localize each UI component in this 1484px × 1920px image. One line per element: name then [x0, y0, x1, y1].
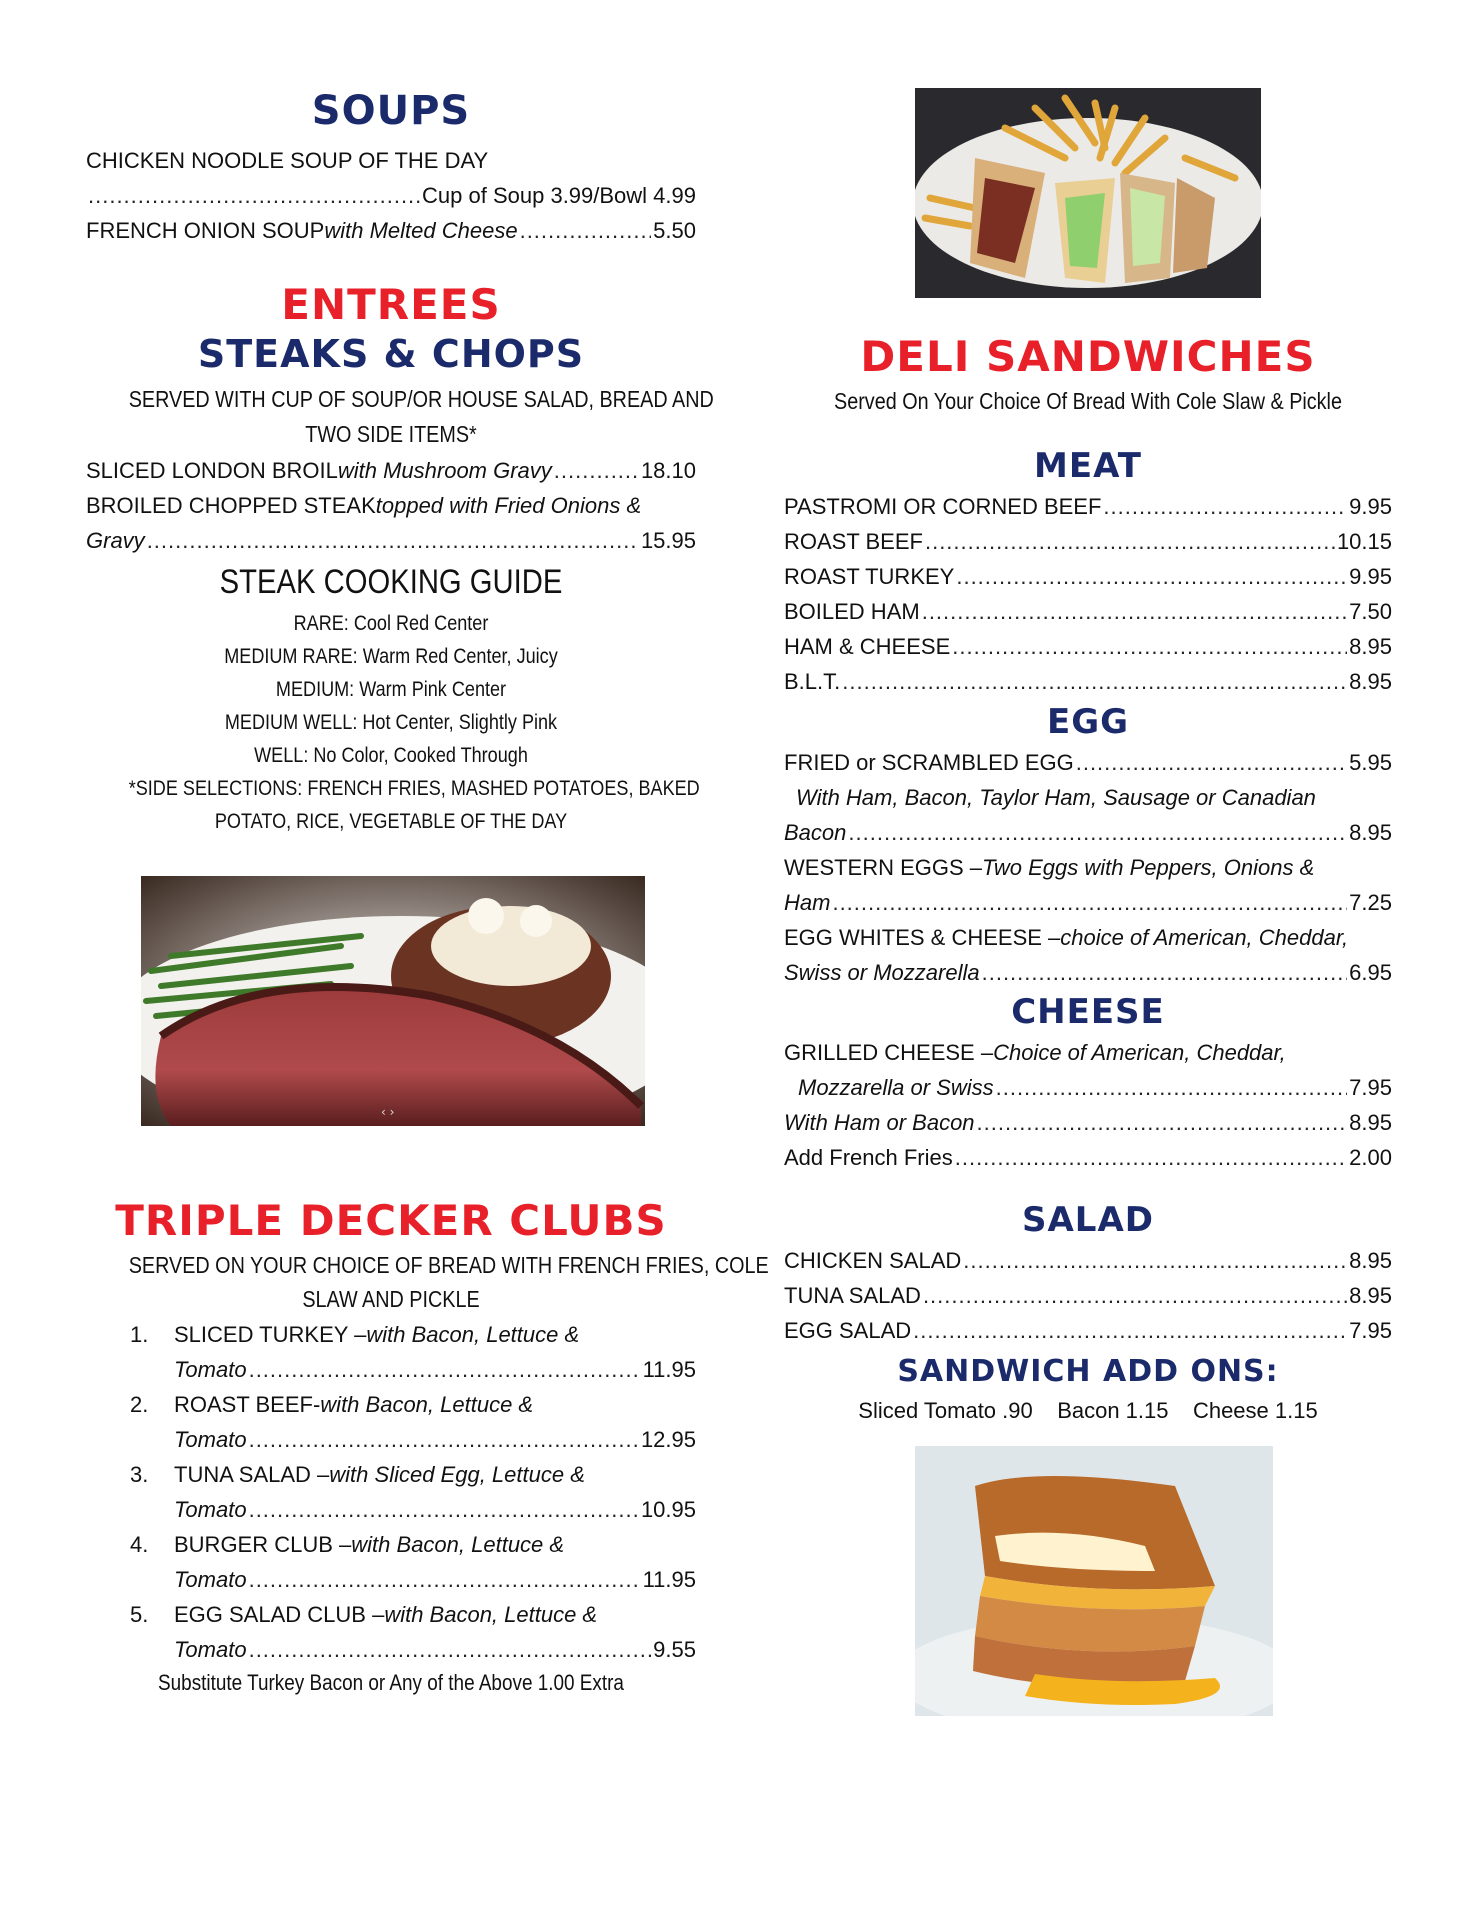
menu-item: With Ham, Bacon, Taylor Ham, Sausage or Canadian [796, 785, 1316, 810]
menu-item-price-line: Ham ..... 7.25 [784, 888, 1392, 918]
grilled-cheese-photo [915, 1446, 1273, 1716]
guide-line: MEDIUM: Warm Pink Center [275, 678, 507, 701]
menu-item-price-line: Mozzarella or Swiss ..... 7.95 [798, 1073, 1392, 1103]
menu-item: WESTERN EGGS – Two Eggs with Peppers, Onions & [784, 855, 1315, 880]
menu-item: With Ham or Bacon ..... 8.95 [784, 1108, 1392, 1138]
prime-rib-photo [141, 876, 645, 1126]
menu-item: SLICED TURKEY – with Bacon, Lettuce & [174, 1322, 580, 1347]
menu-item-price-line: Swiss or Mozzarella ..... 6.95 [784, 958, 1392, 988]
steaks-chops-heading: STEAKS & CHOPS [197, 332, 585, 376]
menu-item: HAM & CHEESE ..... 8.95 [784, 632, 1392, 662]
substitute-note: Substitute Turkey Bacon or Any of the Above 1.00 Extra [158, 1670, 624, 1695]
item-number: 5. [130, 1602, 149, 1627]
menu-item: ROAST TURKEY ..... 9.95 [784, 562, 1392, 592]
menu-item-price-line: Bacon ..... 8.95 [784, 818, 1392, 848]
menu-item-price-line: Tomato ..... 12.95 [174, 1425, 696, 1455]
menu-item: ROAST BEEF ..... 10.15 [784, 527, 1392, 557]
soups-heading: SOUPS [311, 88, 471, 134]
item-number: 2. [130, 1392, 149, 1417]
menu-item: BURGER CLUB – with Bacon, Lettuce & [174, 1532, 565, 1557]
meat-heading: MEAT [1034, 446, 1142, 486]
menu-item: BROILED CHOPPED STEAK topped with Fried Onions & [86, 493, 642, 518]
svg-text:‹ ›: ‹ › [381, 1105, 395, 1119]
menu-item: SLICED LONDON BROIL with Mushroom Gravy ..... 18.10 [86, 456, 696, 486]
guide-line: WELL: No Color, Cooked Through [254, 744, 528, 767]
menu-item: FRIED or SCRAMBLED EGG ..... 5.95 [784, 748, 1392, 778]
served-note: TWO SIDE ITEMS* [305, 421, 477, 447]
deli-subtitle: Served On Your Choice Of Bread With Cole Slaw & Pickle [834, 388, 1342, 414]
served-note: SERVED ON YOUR CHOICE OF BREAD WITH FRENCH FRIES, COLE [128, 1252, 769, 1278]
menu-item: CHICKEN SALAD ..... 8.95 [784, 1246, 1392, 1276]
menu-item: GRILLED CHEESE – Choice of American, Cheddar, [784, 1040, 1286, 1065]
guide-line: POTATO, RICE, VEGETABLE OF THE DAY [214, 810, 568, 833]
menu-item: B.L.T. ..... 8.95 [784, 667, 1392, 697]
sandwich-add-ons-heading: SANDWICH ADD ONS: [897, 1354, 1279, 1389]
guide-line: MEDIUM RARE: Warm Red Center, Juicy [224, 645, 558, 668]
egg-heading: EGG [1046, 702, 1130, 742]
menu-item: EGG SALAD ..... 7.95 [784, 1316, 1392, 1346]
served-note: SLAW AND PICKLE [302, 1286, 480, 1312]
cheese-heading: CHEESE [1011, 992, 1165, 1032]
item-number: 1. [130, 1322, 149, 1347]
salad-heading: SALAD [1021, 1200, 1154, 1240]
menu-item: PASTROMI OR CORNED BEEF ..... 9.95 [784, 492, 1392, 522]
menu-item: TUNA SALAD – with Sliced Egg, Lettuce & [174, 1462, 585, 1487]
menu-item-price-line: Gravy ..... 15.95 [86, 526, 696, 556]
add-ons-line: Sliced Tomato .90 Bacon 1.15 Cheese 1.15 [858, 1398, 1318, 1423]
menu-item-price-line: Tomato ..... 10.95 [174, 1495, 696, 1525]
served-note: SERVED WITH CUP OF SOUP/OR HOUSE SALAD, BREAD AND [128, 386, 714, 412]
guide-line: RARE: Cool Red Center [293, 612, 489, 635]
menu-item: BOILED HAM ..... 7.50 [784, 597, 1392, 627]
guide-line: *SIDE SELECTIONS: FRENCH FRIES, MASHED POTATOES, BAKED [128, 777, 700, 800]
menu-item: TUNA SALAD ..... 8.95 [784, 1281, 1392, 1311]
menu-item: FRENCH ONION SOUP with Melted Cheese ..... 5.50 [86, 216, 696, 246]
menu-item-price-line: Tomato ..... 11.95 [174, 1565, 696, 1595]
menu-item: CHICKEN NOODLE SOUP OF THE DAY [86, 148, 489, 173]
steak-guide-heading: STEAK COOKING GUIDE [219, 563, 563, 601]
deli-sandwiches-heading: DELI SANDWICHES [860, 332, 1316, 381]
triple-decker-clubs-heading: TRIPLE DECKER CLUBS [115, 1196, 667, 1245]
menu-item: Add French Fries ..... 2.00 [784, 1143, 1392, 1173]
entrees-heading: ENTREES [281, 280, 501, 329]
guide-line: MEDIUM WELL: Hot Center, Slightly Pink [224, 711, 558, 734]
menu-item: ROAST BEEF- with Bacon, Lettuce & [174, 1392, 534, 1417]
menu-item: EGG WHITES & CHEESE – choice of American, Cheddar, [784, 925, 1349, 950]
menu-item-price-line: ..... Cup of Soup 3.99/Bowl 4.99 [86, 181, 696, 211]
menu-item-price-line: Tomato ..... 11.95 [174, 1355, 696, 1385]
menu-item-price-line: Tomato ..... 9.55 [174, 1635, 696, 1665]
menu-item: EGG SALAD CLUB – with Bacon, Lettuce & [174, 1602, 598, 1627]
club-sandwich-photo [915, 88, 1261, 298]
item-number: 3. [130, 1462, 149, 1487]
item-number: 4. [130, 1532, 149, 1557]
